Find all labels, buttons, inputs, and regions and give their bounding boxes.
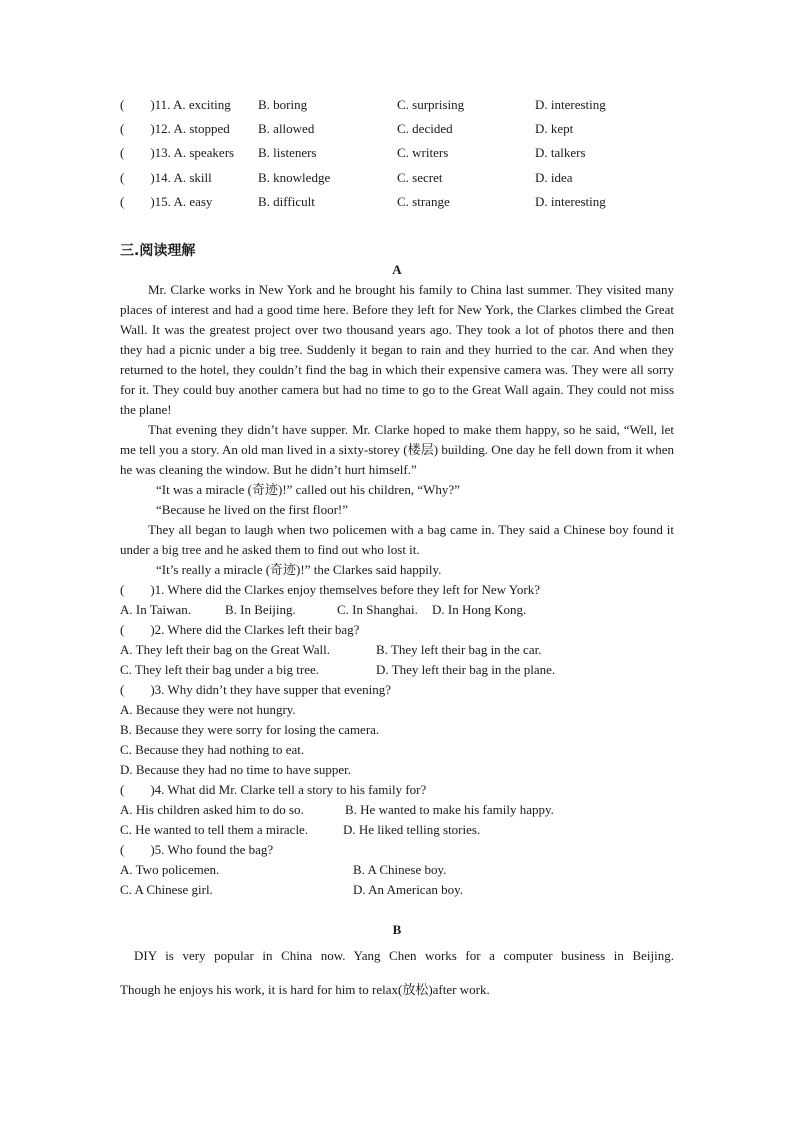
option-d: D. They left their bag in the plane. (376, 662, 556, 677)
question-4-options-ab (120, 800, 680, 820)
question-5-options-ab (120, 860, 680, 880)
option-c: C. writers (397, 145, 449, 160)
option-d: D. talkers (535, 145, 586, 160)
question-3: ( )3. Why didn’t they have supper that evening? (120, 682, 392, 697)
question-3-option-d: D. Because they had no time to have supper. (120, 762, 352, 777)
option-b: B. allowed (258, 121, 315, 136)
question-5-options-cd (120, 880, 680, 900)
section-title: 三.阅读理解 (120, 243, 196, 259)
passage-a-paragraph-3: “It was a miracle (奇迹)!” called out his children, “Why?” (156, 482, 460, 497)
question-2-options-cd (120, 660, 680, 680)
option-a: ( )14. A. skill (120, 170, 212, 185)
option-b: B. listeners (258, 145, 317, 160)
question-2: ( )2. Where did the Clarkes left their bag? (120, 622, 360, 637)
question-1-options (120, 600, 680, 620)
option-c: C. He wanted to tell them a miracle. (120, 822, 309, 837)
passage-a-paragraph-1: Mr. Clarke works in New York and he brought his family to China last summer. They visited many places of interest and had a good time here. Before they left for New York, the Clarkes climbed the Great Wall. It was the greatest project over two thousand years ago. They took a lot of photos there and then they had a picnic under a big tree. Suddenly it began to rain and they hurried to the car. And when they returned to the hotel, they couldn’t find the bag in which their expensive camera was. They were all sorry for it. They could buy another camera but had no time to go to the Great Wall again. They could not miss the plane! (120, 282, 674, 417)
option-d: D. interesting (535, 194, 606, 209)
option-d: D. idea (535, 170, 573, 185)
passage-a-paragraph-2: That evening they didn’t have supper. Mr. Clarke hoped to make them happy, so he said, “Well, let me tell you a story. An old man lived in a sixty-storey (楼层) building. One day he fell down from it when he was cleaning the window. But he didn’t hurt himself.” (120, 422, 674, 477)
passage-a-title: A (392, 262, 402, 277)
option-c: C. In Shanghai. (337, 602, 418, 617)
option-d: D. In Hong Kong. (432, 602, 527, 617)
passage-a-paragraph-4: “Because he lived on the first floor!” (156, 502, 349, 517)
passage-a-paragraph-5: They all began to laugh when two policemen with a bag came in. They said a Chinese boy found it under a big tree and he asked them to find out who lost it. (120, 522, 674, 557)
option-c: C. They left their bag under a big tree. (120, 662, 320, 677)
option-a: ( )15. A. easy (120, 194, 213, 209)
question-5: ( )5. Who found the bag? (120, 842, 274, 857)
option-a: A. His children asked him to do so. (120, 802, 304, 817)
passage-b-line-1: DIY is very popular in China now. Yang Chen works for a computer business in Beijing. (134, 948, 674, 963)
option-d: D. An American boy. (353, 882, 463, 897)
option-c: C. surprising (397, 97, 465, 112)
option-a: A. They left their bag on the Great Wall. (120, 642, 331, 657)
question-3-option-b: B. Because they were sorry for losing the camera. (120, 722, 380, 737)
option-a: ( )11. A. exciting (120, 97, 231, 112)
option-d: D. He liked telling stories. (343, 822, 481, 837)
question-2-options-ab (120, 640, 680, 660)
option-c: C. decided (397, 121, 453, 136)
option-c: C. strange (397, 194, 450, 209)
passage-b-line-2: Though he enjoys his work, it is hard for him to relax(放松)after work. (120, 982, 490, 997)
option-b: B. He wanted to make his family happy. (345, 802, 554, 817)
option-a: ( )13. A. speakers (120, 145, 235, 160)
option-d: D. interesting (535, 97, 606, 112)
option-c: C. secret (397, 170, 443, 185)
option-b: B. In Beijing. (225, 602, 296, 617)
question-4-options-cd (120, 820, 680, 840)
option-d: D. kept (535, 121, 574, 136)
option-b: B. They left their bag in the car. (376, 642, 542, 657)
option-b: B. difficult (258, 194, 315, 209)
passage-b-title: B (392, 922, 402, 937)
option-b: B. knowledge (258, 170, 331, 185)
option-a: A. In Taiwan. (120, 602, 192, 617)
passage-a-paragraph-6: “It’s really a miracle (奇迹)!” the Clarkes said happily. (156, 562, 442, 577)
option-a: ( )12. A. stopped (120, 121, 230, 136)
question-1: ( )1. Where did the Clarkes enjoy themselves before they left for New York? (120, 582, 540, 597)
option-c: C. A Chinese girl. (120, 882, 213, 897)
option-a: A. Two policemen. (120, 862, 220, 877)
question-3-option-c: C. Because they had nothing to eat. (120, 742, 305, 757)
question-3-option-a: A. Because they were not hungry. (120, 702, 296, 717)
option-b: B. boring (258, 97, 308, 112)
option-b: B. A Chinese boy. (353, 862, 447, 877)
question-4: ( )4. What did Mr. Clarke tell a story to his family for? (120, 782, 427, 797)
